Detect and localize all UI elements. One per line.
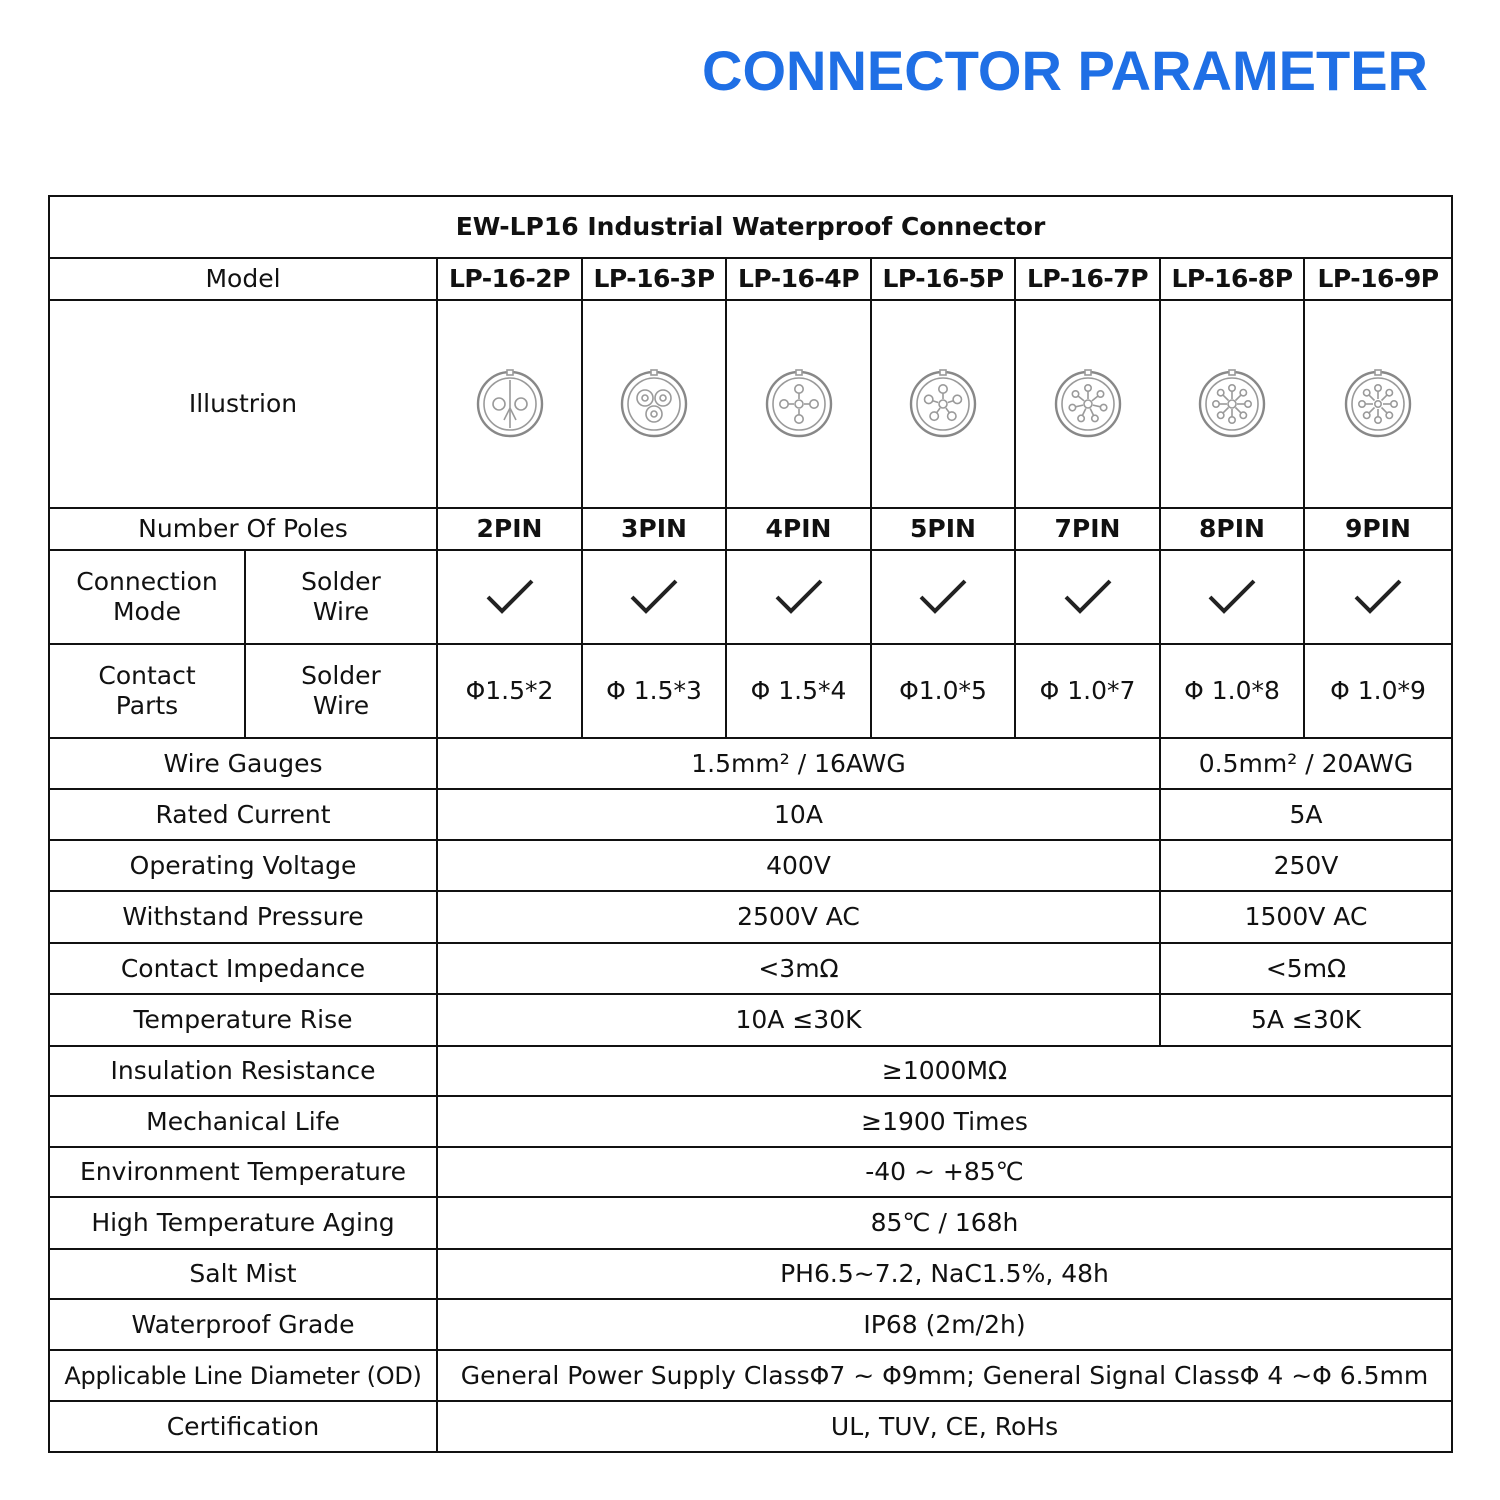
row-value: ≥1000MΩ — [437, 1046, 1452, 1096]
spec-table — [48, 195, 1453, 1453]
row-value-group-a: 10A ≤30K — [437, 994, 1160, 1046]
illustration-cell — [1160, 300, 1304, 508]
check-cell — [726, 550, 871, 644]
row-label: Insulation Resistance — [49, 1046, 437, 1096]
row-label: Operating Voltage — [49, 840, 437, 891]
poles-cell: 4PIN — [726, 508, 871, 550]
illustration-cell — [726, 300, 871, 508]
checkmark-icon — [918, 577, 968, 617]
contact-value-cell: Φ 1.5*3 — [582, 644, 726, 738]
poles-cell: 5PIN — [871, 508, 1015, 550]
type-line: Solder — [301, 661, 381, 690]
row-value-group-b: 1500V AC — [1160, 891, 1452, 943]
contact-value-cell: Φ 1.0*7 — [1015, 644, 1160, 738]
model-cell: LP-16-8P — [1160, 258, 1304, 300]
table-row — [49, 943, 1452, 994]
row-value-group-b: 5A ≤30K — [1160, 994, 1452, 1046]
poles-cell: 7PIN — [1015, 508, 1160, 550]
table-row — [49, 1147, 1452, 1197]
row-label: Certification — [49, 1401, 437, 1452]
row-value-group-a: 400V — [437, 840, 1160, 891]
check-cell — [437, 550, 582, 644]
poles-row — [49, 508, 1452, 550]
row-label: Withstand Pressure — [49, 891, 437, 943]
type-line: Wire — [312, 597, 370, 626]
illustration-label: Illustrion — [49, 300, 437, 508]
contact-value-cell: Φ1.0*5 — [871, 644, 1015, 738]
poles-cell: 9PIN — [1304, 508, 1452, 550]
illustration-row — [49, 300, 1452, 508]
model-cell: LP-16-4P — [726, 258, 871, 300]
connection-mode-type — [245, 550, 437, 644]
contact-parts-row — [49, 644, 1452, 738]
connector-2pin-icon — [474, 368, 546, 440]
row-value-group-a: 1.5mm² / 16AWG — [437, 738, 1160, 789]
poles-cell: 2PIN — [437, 508, 582, 550]
model-cell: LP-16-7P — [1015, 258, 1160, 300]
type-line: Wire — [312, 691, 370, 720]
contact-parts-label — [49, 644, 245, 738]
table-row — [49, 891, 1452, 943]
contact-value-cell: Φ 1.0*9 — [1304, 644, 1452, 738]
table-row — [49, 840, 1452, 891]
connector-8pin-icon — [1196, 368, 1268, 440]
model-row — [49, 258, 1452, 300]
contact-value-cell: Φ 1.0*8 — [1160, 644, 1304, 738]
row-value: PH6.5~7.2, NaC1.5%, 48h — [437, 1249, 1452, 1299]
check-cell — [582, 550, 726, 644]
table-row — [49, 789, 1452, 840]
row-label: Mechanical Life — [49, 1096, 437, 1147]
checkmark-icon — [485, 577, 535, 617]
connection-mode-row — [49, 550, 1452, 644]
caption-row — [49, 196, 1452, 258]
table-row — [49, 1299, 1452, 1350]
row-value: ≥1900 Times — [437, 1096, 1452, 1147]
check-cell — [1015, 550, 1160, 644]
poles-cell: 3PIN — [582, 508, 726, 550]
label-line: Connection — [76, 567, 218, 596]
checkmark-icon — [1207, 577, 1257, 617]
table-row — [49, 1197, 1452, 1249]
table-row — [49, 1046, 1452, 1096]
row-value: General Power Supply ClassΦ7 ~ Φ9mm; General Signal ClassΦ 4 ~Φ 6.5mm — [437, 1350, 1452, 1401]
row-value: UL, TUV, CE, RoHs — [437, 1401, 1452, 1452]
contact-value-cell: Φ1.5*2 — [437, 644, 582, 738]
row-label: Contact Impedance — [49, 943, 437, 994]
poles-label: Number Of Poles — [49, 508, 437, 550]
label-line: Parts — [115, 691, 179, 720]
model-cell: LP-16-5P — [871, 258, 1015, 300]
row-label: Rated Current — [49, 789, 437, 840]
model-cell: LP-16-2P — [437, 258, 582, 300]
connector-5pin-icon — [907, 368, 979, 440]
connector-3pin-icon — [618, 368, 690, 440]
checkmark-icon — [1353, 577, 1403, 617]
label-line: Contact — [98, 661, 196, 690]
checkmark-icon — [1063, 577, 1113, 617]
check-cell — [1160, 550, 1304, 644]
table-row — [49, 1249, 1452, 1299]
table-caption: EW-LP16 Industrial Waterproof Connector — [49, 196, 1452, 258]
row-label: Salt Mist — [49, 1249, 437, 1299]
page-heading: CONNECTOR PARAMETER — [702, 39, 1428, 102]
checkmark-icon — [774, 577, 824, 617]
row-label: Environment Temperature — [49, 1147, 437, 1197]
row-value-group-b: <5mΩ — [1160, 943, 1452, 994]
row-value-group-a: <3mΩ — [437, 943, 1160, 994]
model-cell: LP-16-9P — [1304, 258, 1452, 300]
row-value-group-a: 2500V AC — [437, 891, 1160, 943]
connector-4pin-icon — [763, 368, 835, 440]
label-line: Mode — [112, 597, 182, 626]
row-value-group-b: 250V — [1160, 840, 1452, 891]
row-label: High Temperature Aging — [49, 1197, 437, 1249]
row-label: Applicable Line Diameter (OD) — [49, 1350, 437, 1401]
row-label: Waterproof Grade — [49, 1299, 437, 1350]
table-row — [49, 1401, 1452, 1452]
connector-7pin-icon — [1052, 368, 1124, 440]
connector-9pin-icon — [1342, 368, 1414, 440]
poles-cell: 8PIN — [1160, 508, 1304, 550]
model-cell: LP-16-3P — [582, 258, 726, 300]
check-cell — [1304, 550, 1452, 644]
row-value-group-a: 10A — [437, 789, 1160, 840]
row-value: IP68 (2m/2h) — [437, 1299, 1452, 1350]
row-value-group-b: 0.5mm² / 20AWG — [1160, 738, 1452, 789]
model-label: Model — [49, 258, 437, 300]
table-row — [49, 1350, 1452, 1401]
row-label: Temperature Rise — [49, 994, 437, 1046]
type-line: Solder — [301, 567, 381, 596]
contact-value-cell: Φ 1.5*4 — [726, 644, 871, 738]
checkmark-icon — [629, 577, 679, 617]
row-label: Wire Gauges — [49, 738, 437, 789]
connection-mode-label — [49, 550, 245, 644]
row-value: -40 ~ +85℃ — [437, 1147, 1452, 1197]
contact-parts-type — [245, 644, 437, 738]
check-cell — [871, 550, 1015, 644]
row-value: 85℃ / 168h — [437, 1197, 1452, 1249]
illustration-cell — [1304, 300, 1452, 508]
illustration-cell — [871, 300, 1015, 508]
table-row — [49, 738, 1452, 789]
illustration-cell — [582, 300, 726, 508]
row-value-group-b: 5A — [1160, 789, 1452, 840]
table-row — [49, 994, 1452, 1046]
table-row — [49, 1096, 1452, 1147]
illustration-cell — [1015, 300, 1160, 508]
illustration-cell — [437, 300, 582, 508]
